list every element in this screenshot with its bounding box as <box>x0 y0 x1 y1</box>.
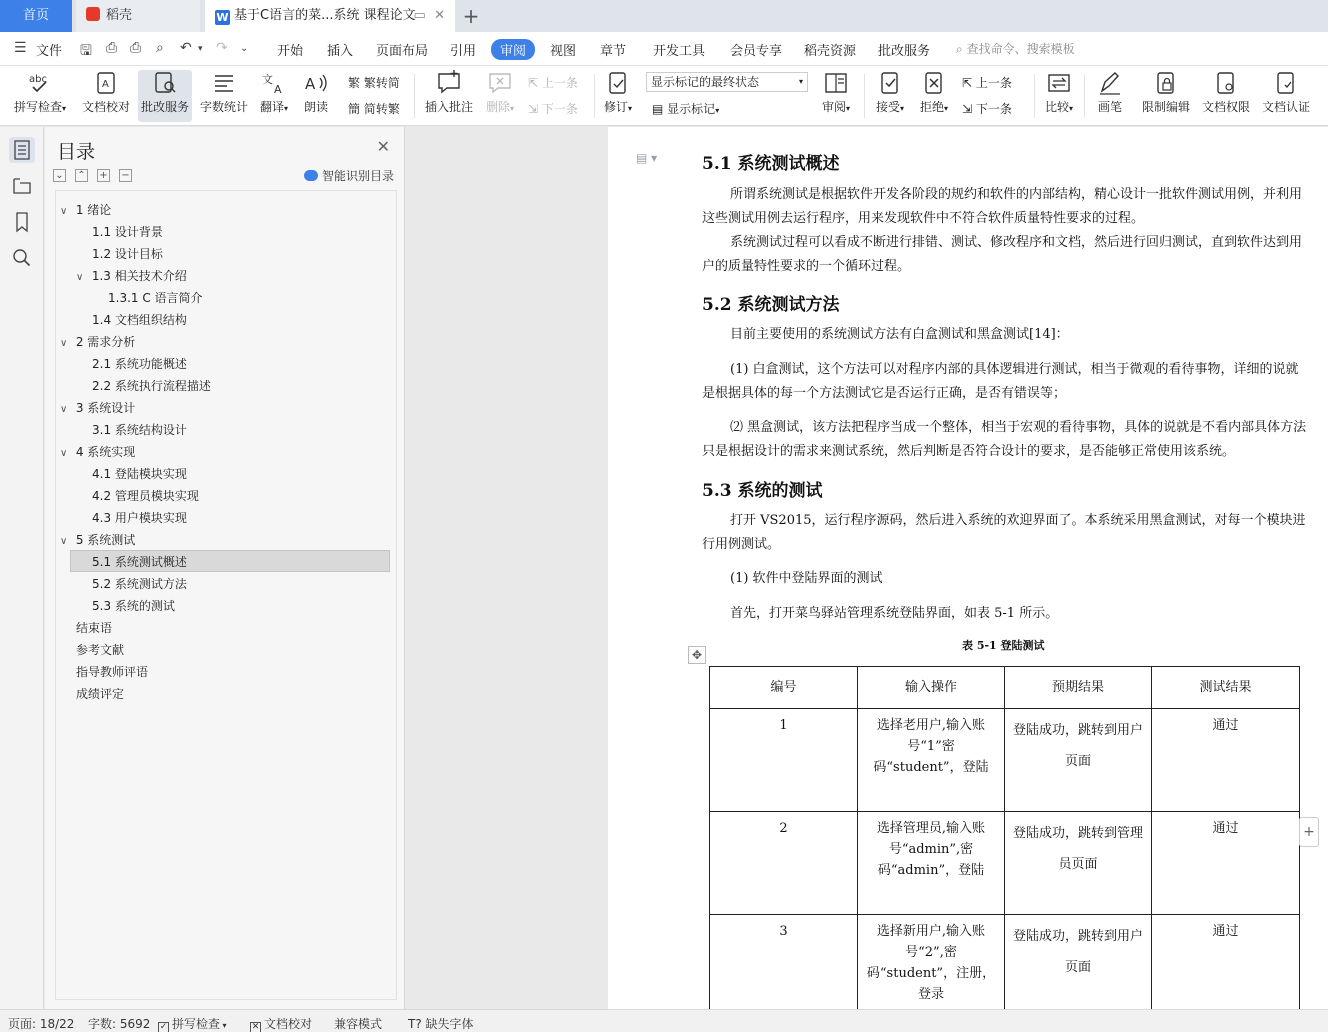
doc-permission-button[interactable] <box>1198 70 1254 122</box>
status-spell-check[interactable]: ✓ 拼写检查 ▾ <box>159 1017 227 1032</box>
heading-5-1: 5.1 系统测试概述 <box>702 154 840 174</box>
login-test-table <box>709 666 1300 1009</box>
toc-item-label: 2.2 系统执行流程描述 <box>92 379 211 393</box>
lock-icon <box>1153 70 1179 96</box>
canvas-background <box>405 127 608 1009</box>
toc-item[interactable] <box>92 221 163 243</box>
ribbon-separator <box>1034 74 1035 118</box>
word-count-button[interactable] <box>198 70 250 122</box>
status-proofread[interactable] <box>250 1015 312 1032</box>
heading-5-3: 5.3 系统的测试 <box>702 481 823 501</box>
toc-item-label: 成绩评定 <box>76 687 125 701</box>
doc-permission-label: 文档权限 <box>1201 100 1250 114</box>
table-cell: 通过 <box>1152 915 1300 1010</box>
ribbon-separator <box>864 74 865 118</box>
table-row <box>710 709 1300 812</box>
prev-comment-button[interactable] <box>528 74 578 91</box>
spell-check-label: 拼写检查 <box>13 100 62 114</box>
show-markup-label: 显示标记 <box>667 102 716 116</box>
delete-comment-icon <box>487 70 513 96</box>
paragraph: ⑵ 黑盒测试，该方法把程序当成一个整体，相当于宏观的看待事物，具体的说就是不看内部具体方法只是根据设计的需求来测试系统，然后判断是否符合设计的要求，是否能够正常使用该系统。 <box>702 420 1307 459</box>
toc-item[interactable] <box>60 441 135 463</box>
undo-dropdown-icon[interactable]: ▾ <box>198 44 203 54</box>
table-header-cell: 测试结果 <box>1152 667 1300 709</box>
toc-item[interactable] <box>92 419 187 441</box>
read-aloud-button[interactable] <box>298 70 334 122</box>
menu-member[interactable]: 会员专享 <box>730 44 783 59</box>
table-cell: 登陆成功，跳转到用户页面 <box>1005 915 1152 1010</box>
table-row <box>710 812 1300 915</box>
spell-check-button[interactable]: abc 拼写检查▾ <box>8 70 72 122</box>
ribbon-separator <box>414 74 415 118</box>
paragraph: (1) 软件中登陆界面的测试 <box>730 571 883 586</box>
toc-toolbar <box>53 167 141 182</box>
translate-button[interactable]: 文 A 翻译▾ <box>256 70 292 122</box>
print-preview-icon[interactable]: ⌕ <box>156 40 164 56</box>
restrict-editing-label: 限制编辑 <box>1141 100 1190 114</box>
chevron-down-icon[interactable]: ∨ <box>76 272 84 283</box>
accept-change-icon <box>877 70 903 96</box>
quick-access-more-icon[interactable]: ⌄ <box>240 43 249 54</box>
toc-item-label: 4.3 用户模块实现 <box>92 511 187 525</box>
svg-text:A: A <box>274 83 282 96</box>
next-comment-button[interactable] <box>528 100 578 117</box>
table-cell: 通过 <box>1152 709 1300 812</box>
bookmark-icon[interactable] <box>9 209 35 235</box>
remove-heading-icon[interactable]: − <box>119 169 132 182</box>
word-count-label: 字数统计 <box>199 100 248 114</box>
toc-item[interactable] <box>92 485 199 507</box>
table-cell: 选择新用户,输入账号“2”,密码“student”，注册，登录 <box>858 915 1005 1010</box>
toc-item[interactable] <box>76 661 148 683</box>
toc-item-label: 5.1 系统测试概述 <box>92 555 187 569</box>
review-pane-icon <box>823 70 849 96</box>
doc-proofread-label: 文档校对 <box>81 100 130 114</box>
toc-item-label: 1.4 文档组织结构 <box>92 313 187 327</box>
toc-item-label: 4.1 登陆模块实现 <box>92 467 187 481</box>
table-header-cell: 编号 <box>710 667 858 709</box>
table-cell: 通过 <box>1152 812 1300 915</box>
smart-toc-label: 智能识别目录 <box>321 169 394 183</box>
accept-change-label: 接受 <box>875 100 900 114</box>
command-search-placeholder: 查找命令、搜索模板 <box>966 42 1075 56</box>
toc-nav-icon[interactable] <box>9 137 35 163</box>
toc-panel <box>45 127 405 1009</box>
print-icon[interactable]: ⎙ <box>130 40 142 56</box>
revise-service-icon <box>152 70 178 96</box>
insert-comment-button[interactable] <box>422 70 476 122</box>
toc-item[interactable] <box>92 375 211 397</box>
document-page[interactable] <box>608 127 1328 1009</box>
prev-change-button[interactable] <box>962 74 1012 91</box>
next-change-icon: ⇲ <box>962 102 973 116</box>
table-header-cell: 输入操作 <box>858 667 1005 709</box>
menu-start[interactable]: 开始 <box>277 44 304 59</box>
toc-item[interactable] <box>92 243 163 265</box>
command-search[interactable] <box>956 40 1075 57</box>
toc-item[interactable] <box>60 331 135 353</box>
status-bar <box>0 1009 1328 1032</box>
ink-label: 画笔 <box>1097 100 1122 114</box>
tab-document-label: 基于C语言的菜...系统 课程论文 <box>234 8 416 23</box>
menu-view[interactable]: 视图 <box>550 44 577 59</box>
toc-item-label: 2 需求分析 <box>75 335 136 349</box>
chevron-down-icon[interactable]: ∨ <box>60 448 68 459</box>
menu-insert[interactable]: 插入 <box>327 44 354 59</box>
toc-item[interactable] <box>92 309 187 331</box>
table-cell: 1 <box>710 709 858 812</box>
insert-comment-label: 插入批注 <box>424 100 473 114</box>
paragraph: 所谓系统测试是根据软件开发各阶段的规约和软件的内部结构，精心设计一批软件测试用例，并利用这些测试用例去运行程序，用来发现软件中不符合软件质量特性要求的过程。 <box>702 187 1303 226</box>
toc-item-label: 2.1 系统功能概述 <box>92 357 187 371</box>
restrict-editing-button[interactable] <box>1138 70 1194 122</box>
doc-proofread-button[interactable] <box>78 70 134 122</box>
collapse-all-icon[interactable]: ⌃ <box>75 169 88 182</box>
dropdown-arrow-icon: ▾ <box>798 77 803 86</box>
compare-icon <box>1046 70 1072 96</box>
svg-text:A: A <box>102 79 109 90</box>
toc-title: 目录 <box>57 141 96 163</box>
smart-toc-icon <box>304 170 318 181</box>
heading-5-2: 5.2 系统测试方法 <box>702 295 840 315</box>
read-aloud-icon <box>303 70 329 96</box>
toc-item[interactable] <box>60 397 135 419</box>
paragraph: 首先，打开菜鸟驿站管理系统登陆界面，如表 5-1 所示。 <box>730 606 1059 621</box>
prev-change-icon: ⇱ <box>962 76 973 90</box>
redo-icon[interactable]: ↷ <box>216 40 228 56</box>
table-cell: 选择管理员,输入账号“admin”,密码“admin”，登陆 <box>858 812 1005 915</box>
menu-bar <box>0 32 1328 66</box>
ribbon-separator <box>594 74 595 118</box>
menu-daoke-resources[interactable]: 稻壳资源 <box>804 44 857 59</box>
toc-item[interactable] <box>108 287 203 309</box>
doc-certify-icon <box>1273 70 1299 96</box>
search-icon: ⌕ <box>956 42 963 56</box>
save-icon[interactable]: 🖫 <box>80 43 92 59</box>
toc-item[interactable] <box>60 529 135 551</box>
simp-to-trad-button[interactable] <box>348 100 400 117</box>
revise-service-button[interactable] <box>138 70 192 122</box>
reject-change-label: 拒绝 <box>919 100 944 114</box>
doc-certify-button[interactable] <box>1258 70 1314 122</box>
prev-change-label: 上一条 <box>975 76 1012 90</box>
toc-item-label: 参考文献 <box>76 643 125 657</box>
review-pane-label: 审阅 <box>821 100 846 114</box>
prev-comment-label: 上一条 <box>541 76 578 90</box>
add-column-plus-icon[interactable]: + <box>1299 817 1319 847</box>
simp-to-trad-label: 简转繁 <box>363 102 400 116</box>
toc-item-label: 结束语 <box>76 621 113 635</box>
svg-text:abc: abc <box>29 74 47 85</box>
table-cell: 3 <box>710 915 858 1010</box>
toc-list <box>55 190 397 1000</box>
toc-item-label: 3.1 系统结构设计 <box>92 423 187 437</box>
doc-proofread-icon <box>93 70 119 96</box>
reject-change-icon <box>921 70 947 96</box>
page-options-icon[interactable]: ▤ ▾ <box>636 151 658 165</box>
chevron-down-icon[interactable]: ∨ <box>60 404 68 415</box>
trad-to-simp-icon: 繁 <box>348 76 361 90</box>
proofread-status-icon: ✕ <box>251 1022 260 1032</box>
tab-bar <box>0 0 1328 32</box>
menu-page-layout[interactable]: 页面布局 <box>376 44 429 59</box>
status-proofread-label: 文档校对 <box>264 1017 313 1031</box>
doc-permission-icon <box>1213 70 1239 96</box>
markup-display-select[interactable] <box>646 72 808 92</box>
compat-mode-indicator[interactable]: 兼容模式 <box>334 1017 383 1031</box>
next-comment-icon: ⇲ <box>528 102 539 116</box>
track-changes-button[interactable]: 修订▾ <box>600 70 636 122</box>
toc-item[interactable] <box>76 265 187 287</box>
translate-label: 翻译 <box>259 100 284 114</box>
table-cell: 登陆成功，跳转到用户页面 <box>1005 709 1152 812</box>
prev-comment-icon: ⇱ <box>528 76 539 90</box>
compare-label: 比较 <box>1044 100 1069 114</box>
toc-item-label: 1.1 设计背景 <box>92 225 163 239</box>
checkbox-checked-icon: ✓ <box>159 1022 168 1032</box>
next-comment-label: 下一条 <box>541 102 578 116</box>
chapter-nav-icon[interactable] <box>9 173 35 199</box>
table-cell: 登陆成功，跳转到管理员页面 <box>1005 812 1152 915</box>
reject-change-button[interactable]: 拒绝▾ <box>914 70 954 122</box>
word-count-indicator[interactable]: 字数: 5692 <box>88 1017 151 1031</box>
toc-item-label: 5.2 系统测试方法 <box>92 577 187 591</box>
menu-file[interactable]: 文件 <box>36 44 63 59</box>
undo-icon[interactable]: ↶ <box>180 40 192 56</box>
markup-display-value: 显示标记的最终状态 <box>651 75 760 89</box>
toc-item[interactable] <box>92 507 187 529</box>
menu-chapter[interactable]: 章节 <box>600 44 627 59</box>
table-move-handle-icon[interactable]: ✥ <box>688 646 706 664</box>
tab-daoke[interactable] <box>76 0 200 32</box>
toc-item[interactable] <box>92 463 187 485</box>
svg-text:A: A <box>305 75 316 93</box>
toc-item[interactable] <box>76 683 124 705</box>
toc-item-label: 1.3.1 C 语言简介 <box>108 291 203 305</box>
close-icon[interactable]: ✕ <box>376 137 390 156</box>
tab-pin-icon[interactable]: ▭ <box>413 8 426 23</box>
pen-icon <box>1097 70 1123 96</box>
next-change-button[interactable] <box>962 100 1012 117</box>
status-spell-check-label: 拼写检查 <box>172 1017 221 1031</box>
navigation-rail <box>0 127 44 1009</box>
toc-item-label: 指导教师评语 <box>76 665 149 679</box>
ink-button[interactable] <box>1090 70 1130 122</box>
paragraph: 打开 VS2015，运行程序源码，然后进入系统的欢迎界面了。本系统采用黑盒测试，对每一个模块进行用例测试。 <box>702 513 1306 552</box>
track-changes-icon <box>605 70 631 96</box>
chevron-down-icon[interactable]: ∨ <box>60 206 68 217</box>
toc-item-label: 4.2 管理员模块实现 <box>92 489 199 503</box>
read-aloud-label: 朗读 <box>303 100 328 114</box>
track-changes-label: 修订 <box>603 100 628 114</box>
delete-comment-button[interactable]: 删除▾ <box>480 70 520 122</box>
toc-item-label: 1.3 相关技术介绍 <box>91 269 187 283</box>
toc-item-label: 1.2 设计目标 <box>92 247 163 261</box>
smart-toc-button[interactable] <box>304 167 394 184</box>
writer-logo-icon: W <box>216 11 229 24</box>
missing-font-label: 缺失字体 <box>425 1017 474 1031</box>
toc-item[interactable] <box>76 639 124 661</box>
daoke-logo-icon <box>86 7 100 21</box>
trad-to-simp-button[interactable] <box>348 74 400 91</box>
table-header-row <box>710 667 1300 709</box>
search-icon[interactable] <box>9 245 35 271</box>
word-count-icon <box>211 70 237 96</box>
spell-check-icon <box>27 70 53 96</box>
toc-item[interactable] <box>76 617 112 639</box>
table-header-cell: 预期结果 <box>1005 667 1152 709</box>
toc-item[interactable] <box>92 353 187 375</box>
menu-revise-service[interactable]: 批改服务 <box>878 44 931 59</box>
simp-to-trad-icon: 簡 <box>348 102 361 116</box>
toc-item-label: 4 系统实现 <box>75 445 136 459</box>
chevron-down-icon[interactable]: ∨ <box>60 338 68 349</box>
toc-item-label: 5.3 系统的测试 <box>92 599 175 613</box>
new-tab-plus-icon[interactable]: + <box>462 4 480 28</box>
toc-item[interactable] <box>92 573 187 595</box>
delete-comment-label: 删除 <box>485 100 510 114</box>
svg-text:文: 文 <box>262 73 273 86</box>
paragraph: 目前主要使用的系统测试方法有白盒测试和黑盒测试[14]： <box>730 327 1069 342</box>
tab-daoke-label: 稻壳 <box>106 8 133 23</box>
accept-change-button[interactable]: 接受▾ <box>870 70 910 122</box>
chevron-down-icon[interactable]: ∨ <box>60 536 68 547</box>
review-pane-button[interactable]: 审阅▾ <box>816 70 856 122</box>
toc-item[interactable] <box>60 199 111 221</box>
compare-button[interactable]: 比较▾ <box>1040 70 1078 122</box>
toc-item-label: 5 系统测试 <box>75 533 136 547</box>
hamburger-menu-icon[interactable]: ☰ <box>14 40 27 56</box>
table-caption: 表 5-1 登陆测试 <box>962 639 1045 652</box>
menu-references[interactable]: 引用 <box>450 44 477 59</box>
table-row <box>710 915 1300 1010</box>
show-markup-button[interactable]: ▤ 显示标记▾ <box>652 102 720 116</box>
add-heading-icon[interactable]: + <box>97 169 110 182</box>
table-cell: 选择老用户,输入账号“1”密码“student”，登陆 <box>858 709 1005 812</box>
tab-home[interactable]: 首页 <box>0 0 72 32</box>
paragraph: (1) 白盒测试，这个方法可以对程序内部的具体逻辑进行测试，相当于微观的看待事物，详细的说就是根据具体的每一个方法测试它是否运行正确，是否有错误等； <box>702 362 1299 401</box>
trad-to-simp-label: 繁转简 <box>363 76 400 90</box>
toc-item-label: 3 系统设计 <box>75 401 136 415</box>
table-cell: 2 <box>710 812 858 915</box>
menu-review[interactable]: 审阅 <box>491 39 535 60</box>
translate-icon <box>261 70 287 96</box>
revise-service-label: 批改服务 <box>140 100 189 114</box>
missing-font-indicator[interactable] <box>408 1015 474 1032</box>
next-change-label: 下一条 <box>975 102 1012 116</box>
toc-item-selected[interactable] <box>70 550 390 572</box>
toc-item-label: 1 绪论 <box>75 203 112 217</box>
ribbon-separator <box>1084 74 1085 118</box>
tab-document[interactable] <box>205 0 455 32</box>
export-pdf-icon[interactable]: ⎙ <box>106 40 118 56</box>
paragraph: 系统测试过程可以看成不断进行排错、测试、修改程序和文档，然后进行回归测试，直到软件达到用户的质量特性要求的一个循环过程。 <box>702 235 1303 274</box>
doc-certify-label: 文档认证 <box>1261 100 1310 114</box>
toc-item[interactable] <box>92 595 175 617</box>
show-markup-icon: ▤ <box>652 102 664 116</box>
menu-dev-tools[interactable]: 开发工具 <box>653 44 706 59</box>
insert-comment-icon <box>436 70 462 96</box>
page-indicator[interactable]: 页面: 18/22 <box>8 1017 75 1031</box>
missing-font-icon: T? <box>408 1017 422 1031</box>
tab-close-icon[interactable]: ✕ <box>434 8 445 23</box>
expand-all-icon[interactable]: ⌄ <box>53 169 66 182</box>
